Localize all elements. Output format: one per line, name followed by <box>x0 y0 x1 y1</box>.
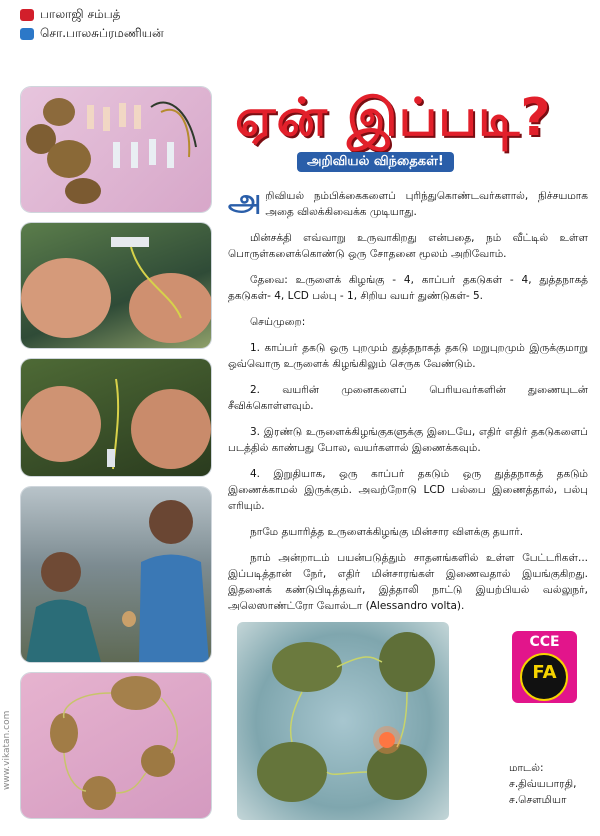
writer-name: பாலாஜி சம்பத் <box>40 7 121 21</box>
student-name-2: ச.செளமியா <box>509 794 567 806</box>
badge-fa-text: FA <box>532 662 557 683</box>
photo-stripping-wire <box>21 359 211 476</box>
cce-fa-badge <box>512 631 577 703</box>
lit-bulb-photo <box>237 622 449 820</box>
badge-cce-text: CCE <box>529 634 560 650</box>
pen-icon <box>20 9 34 21</box>
closing-paragraph: நாம் அன்றாடம் பயன்படுத்தும் சாதனங்களில் உள்ள பேட்டரிகள்... இப்படித்தான் நேர், எதிர் மின்சாரங்கள் இணைவதால் இயங்குகிறது. இதனைக் கண்டுபிடித்தவர், இத்தாலி நாட்டு இயற்பியல் வல்லுநர், அலெஸாண்ட்ரோ வோல்டா (Alessandro volta). <box>228 552 588 612</box>
step-2: 2. வயரின் முனைகளைப் பெரியவர்களின் துணையுடன் சீவிக்கொள்ளவும். <box>228 384 588 412</box>
hands-illustration <box>21 223 211 348</box>
dropcap: அ <box>228 183 262 218</box>
intro-text: றிவியல் நம்பிக்கைகளைப் புரிந்துகொண்டவர்களால், நிச்சயமாக அதை விலக்கிவைக்க முடியாது. <box>265 190 588 218</box>
photographer-credit <box>20 24 164 43</box>
article-body <box>228 183 588 624</box>
materials-paragraph: தேவை: உருளைக் கிழங்கு - 4, காப்பர் தகடுகள் - 4, துத்தநாகத் தகடுகள்- 4, LCD பல்பு - 1, சிறிய வயர் துண்டுகள்- 5. <box>228 274 588 302</box>
camera-icon <box>20 28 34 40</box>
step-3: 3. இரண்டு உருளைக்கிழங்குகளுக்கு இடையே, எதிர் எதிர் தகடுகளைப் படத்தில் காண்பது போல, வயர்களால் இணைக்கவும். <box>228 426 588 454</box>
method-heading: செய்முறை: <box>250 316 306 328</box>
page-subtitle: அறிவியல் விந்தைகள்! <box>297 152 454 172</box>
site-watermark: www.vikatan.com <box>2 710 12 790</box>
student-name-1: ச.திவ்யபாரதி, <box>509 778 577 790</box>
model-credits <box>509 760 576 808</box>
photo-students <box>21 487 211 662</box>
lit-circuit-illustration <box>237 622 449 820</box>
step-4: 4. இறுதியாக, ஒரு காப்பர் தகடும் ஒரு துத்தநாகத் தகடும் இணைக்காமல் இருக்கும். அவற்றோடு LCD பல்பை இணைத்தால், பல்பு எரியும். <box>228 468 588 512</box>
photo-potato-circuit <box>21 673 211 818</box>
photographer-name: சொ.பாலசுப்ரமணியன் <box>40 26 164 40</box>
wire-stripping-illustration <box>21 359 211 476</box>
model-label: மாடல்: <box>509 762 544 774</box>
step-1: 1. காப்பர் தகடு ஒரு புறமும் துத்தநாகத் தகடு மறுபுறமும் இருக்குமாறு ஒவ்வொரு உருளைக் கிழங்கிலும் செருக வேண்டும். <box>228 342 588 370</box>
page-title: ஏன் இப்படி? <box>235 88 552 148</box>
credits <box>20 5 164 43</box>
potato-circuit-illustration <box>21 673 211 818</box>
writer-credit <box>20 5 164 24</box>
intro-paragraph <box>228 183 588 220</box>
photo-inserting-plates <box>21 223 211 348</box>
paragraph-2: மின்சக்தி எவ்வாறு உருவாகிறது என்பதை, நம் வீட்டில் உள்ள பொருள்களைக்கொண்டு ஒரு சோதனை மூலம் அறிவோம். <box>228 232 588 260</box>
result-paragraph: நாமே தயாரித்த உருளைக்கிழங்கு மின்சார விளக்கு தயார். <box>250 526 524 538</box>
students-illustration <box>21 487 211 662</box>
